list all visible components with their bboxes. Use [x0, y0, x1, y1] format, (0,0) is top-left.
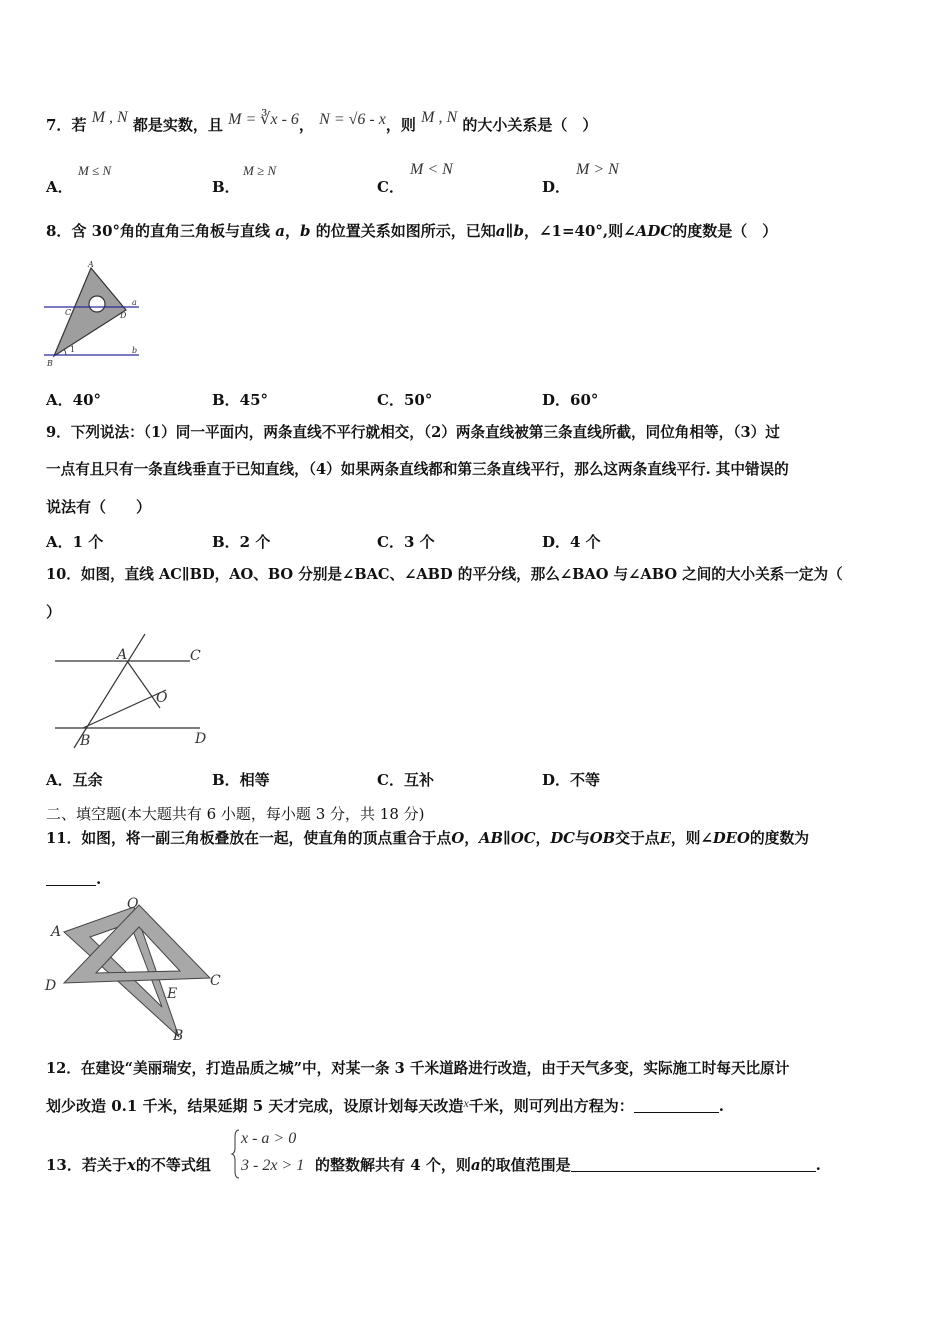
q11-stem: 11．如图，将一副三角板叠放在一起，使直角的顶点重合于点O，AB∥OC，DC与OB交于点E，则∠DEO的度数为: [46, 830, 810, 847]
q11-label-A: A: [51, 924, 62, 940]
q9-line-2: 一点有且只有一条直线垂直于已知直线，（4）如果两条直线都和第三条直线平行，那么这两条直线平行. 其中错误的: [46, 461, 789, 478]
q9-line-1: 9．下列说法：（1）同一平面内，两条直线不平行就相交，（2）两条直线被第三条直线所截，同位角相等，（3）过: [46, 424, 780, 441]
q7-option-d-label[interactable]: D．: [542, 178, 571, 196]
q8-label-1: 1: [70, 345, 76, 354]
q8-figure: [44, 260, 154, 370]
q8-label-a: a: [132, 298, 137, 307]
q12-line-2: 划少改造 0.1 千米，结果延期 5 天才完成，设原计划每天改造$^x$千米，则可列出方程为： .: [46, 1096, 725, 1115]
q7-option-c-label[interactable]: C．: [377, 178, 404, 196]
q10-option-c[interactable]: C．互补: [377, 771, 434, 789]
q8-option-d[interactable]: D．60°: [542, 391, 599, 409]
q9-option-d[interactable]: D．4 个: [542, 533, 601, 551]
q9-option-b[interactable]: B．2 个: [212, 533, 271, 551]
q13-inequality-1: x - a > 0: [241, 1130, 297, 1147]
q10-label-O: O: [156, 690, 168, 706]
q10-figure: [50, 630, 220, 750]
q7-option-c-expr: M < N: [410, 161, 453, 178]
q7-eq-n: N = √6 - x: [319, 111, 386, 128]
q12-answer-blank[interactable]: [634, 1098, 719, 1113]
q10-line-1: 10．如图，直线 AC∥BD，AO、BO 分别是∠BAC、∠ABD 的平分线，那么∠BAO 与∠ABO 之间的大小关系一定为（: [46, 566, 843, 583]
q8-stem: 8．含 30°角的直角三角板与直线 a，b 的位置关系如图所示，已知a∥b，∠1=40°,则∠ADC的度数是（ ）: [46, 222, 778, 240]
q11-label-C: C: [210, 973, 221, 989]
q10-label-D: D: [195, 731, 207, 747]
q10-option-d[interactable]: D．不等: [542, 771, 601, 789]
q7-option-d-expr: M > N: [576, 161, 619, 178]
q10-option-a[interactable]: A．互余: [46, 771, 103, 789]
q7-mn-2: M , N: [421, 109, 458, 126]
q10-label-A: A: [117, 647, 128, 663]
q10-label-C: C: [190, 648, 201, 664]
q8-option-c[interactable]: C．50°: [377, 391, 433, 409]
q8-triangle-hole: [89, 296, 105, 312]
q7-option-b-expr: M ≥ N: [243, 163, 277, 178]
q13-stem-b: 的整数解共有 4 个，则a的取值范围是 .: [315, 1156, 821, 1174]
q7-option-a-label[interactable]: A．: [46, 178, 73, 196]
q11-label-O: O: [127, 896, 139, 912]
q7-mn-1: M , N: [91, 109, 128, 126]
q7-option-a-expr: M ≤ N: [78, 163, 112, 178]
q11-label-E: E: [167, 986, 178, 1002]
q8-label-D: D: [120, 311, 127, 320]
q9-line-3: 说法有（ ）: [46, 498, 152, 516]
q11-figure: [44, 895, 234, 1045]
q10-transversal: [74, 634, 145, 748]
q8-label-A: A: [88, 260, 94, 269]
q13-answer-blank[interactable]: [571, 1157, 816, 1172]
q8-label-C: C: [65, 308, 72, 317]
q7-stem: 7．若 M , N 都是实数，且 M = ∛x - 6， N = √6 - x，则 M , N 的大小关系是（ ）: [46, 109, 598, 134]
q12-line-1: 12．在建设“美丽瑞安，打造品质之城”中，对某一条 3 千米道路进行改造，由于天气多变，实际施工时每天比原计: [46, 1060, 790, 1077]
q7-eq-m: M = ∛x - 6: [228, 111, 299, 128]
q13-inequality-2: 3 - 2x > 1: [241, 1157, 305, 1174]
q7-option-b-label[interactable]: B．: [212, 178, 240, 196]
q8-label-b: b: [132, 346, 138, 355]
q10-bisector-bo: [83, 690, 166, 728]
q11-label-B: B: [173, 1028, 184, 1044]
q8-option-b[interactable]: B．45°: [212, 391, 269, 409]
q10-label-B: B: [80, 733, 91, 749]
q9-option-a[interactable]: A．1 个: [46, 533, 104, 551]
q8-angle-1-arc: [64, 349, 66, 355]
q8-option-a[interactable]: A．40°: [46, 391, 102, 409]
q11-label-D: D: [45, 978, 57, 994]
q10-line-2: ）: [46, 603, 62, 621]
q13-brace: [232, 1129, 240, 1179]
q10-option-b[interactable]: B．相等: [212, 771, 270, 789]
q9-option-c[interactable]: C．3 个: [377, 533, 435, 551]
q8-label-B: B: [47, 359, 53, 368]
section-2-heading: 二、填空题(本大题共有 6 小题，每小题 3 分，共 18 分): [46, 805, 425, 823]
q13-stem-a: 13．若关于x的不等式组: [46, 1156, 211, 1174]
q11-answer-blank[interactable]: .: [46, 869, 101, 889]
